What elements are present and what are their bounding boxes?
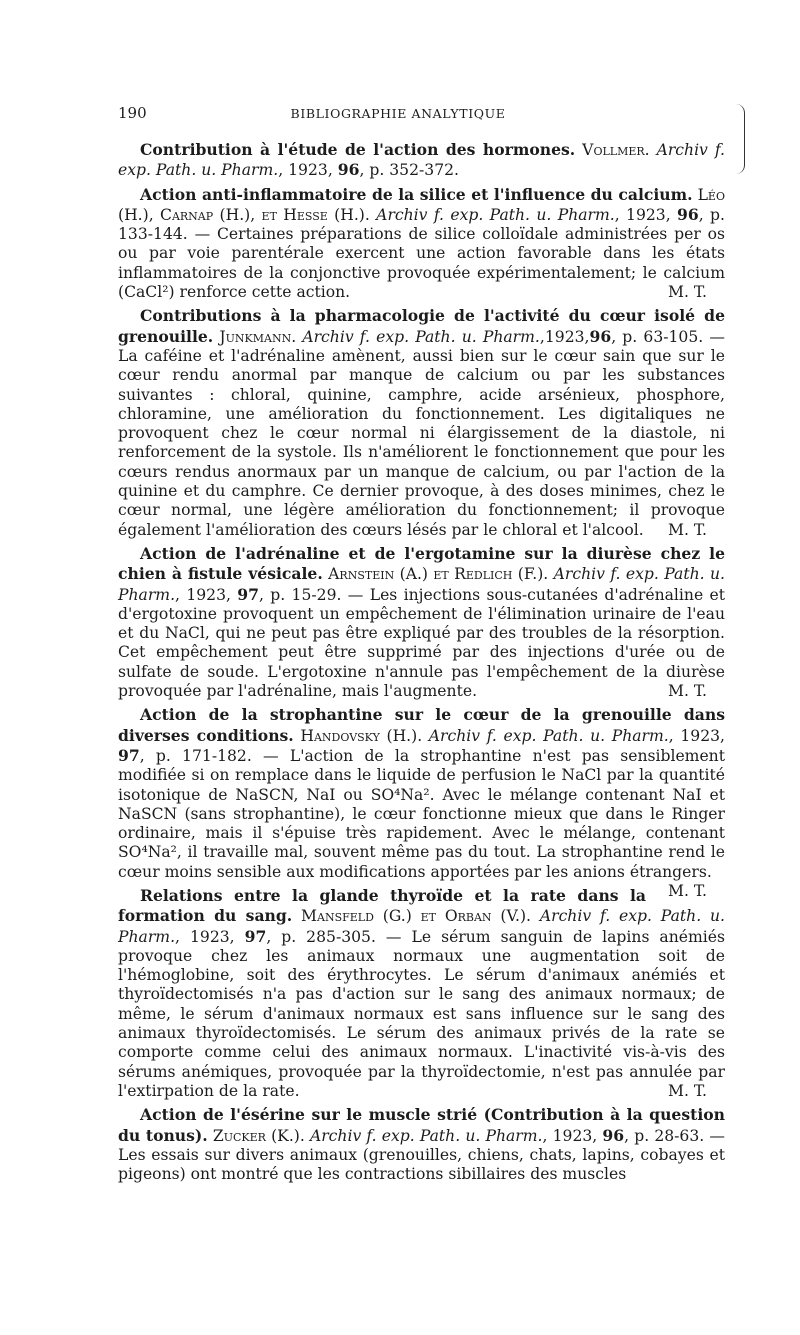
entry-volume: 97: [118, 745, 140, 765]
entry-abstract: — L'action de la strophantine n'est pas sensiblement modifiée si on remplace dans le liquide de perfusion le NaCl par la quantité isotonique de NaSCN, NaI ou SO⁴Na². Avec le mélange contenant NaI et NaSCN (sans strophantine), le cœur fonctionne mieux que dans le Ringer ordinaire, mais il s'épuise très rapidement. Avec le mélange, contenant SO⁴Na², il travaille mal, souvent même pas du tout. La strophantine rend le cœur moins sensible aux modifications apportées par les anions étrangers.: [118, 746, 725, 881]
entry-authors: Handovsky (H.).: [293, 726, 423, 745]
entry-year: , 1923,: [175, 927, 245, 946]
entry-title: Action anti-inflammatoire de la silice et l'influence du calcium.: [140, 184, 693, 204]
entry-pages: , p. 63-105.: [611, 327, 704, 346]
entry-abstract: — Les injections sous-cutanées d'adrénaline et d'ergotoxine provoquent un empêchement de l'élimination urinaire de l'eau et du NaCl, qui ne peut pas être expliqué par des troubles de la résorption. Cet empêchement peut être supprimé par des injections d'urée ou de sulfate de soude. L'ergotoxine n'annule pas l'empêchement de la diurèse provoquée par l'adrénaline, mais l'augmente.: [118, 585, 725, 701]
entry-abstract: — Certaines préparations de silice colloïdale administrées per os ou par voie parentérale exercent une action favorable dans les états inflammatoires de la conjonctive provoquée expérimentalement; le calcium (CaCl²) renforce cette action.: [118, 225, 725, 302]
bibliography-entry: [118, 306, 725, 540]
entry-journal: Archiv f. exp. Path. u. Pharm.: [118, 141, 725, 180]
entry-title: Contributions à la pharmacologie de l'activité du cœur isolé de grenouille.: [118, 306, 725, 346]
bibliography-entry: [118, 544, 725, 701]
entry-title: Contribution à l'étude de l'action des hormones.: [140, 140, 576, 159]
page-header: [118, 104, 678, 124]
margin-bracket-mark: [736, 104, 745, 174]
entry-authors: Vollmer.: [575, 141, 650, 159]
entry-signature: M. T.: [668, 283, 707, 302]
entry-journal: Archiv f. exp. Path. u. Pharm.: [118, 907, 725, 946]
entry-authors: Zucker (K.).: [207, 1126, 305, 1145]
entry-year: , 1923,: [175, 585, 238, 604]
bibliography-entry: [118, 886, 725, 1101]
entry-journal: Archiv f. exp. Path. u. Pharm.: [422, 726, 669, 745]
entry-authors: Mansfeld (G.) et Orban (V.).: [292, 907, 532, 926]
entry-volume: 96: [337, 160, 360, 180]
bibliography-entry: [118, 140, 725, 181]
entry-year: , 1923,: [542, 1126, 603, 1145]
bibliography-list: [118, 140, 725, 1188]
entry-pages: , p. 133-144.: [118, 205, 725, 244]
entry-authors: Junkmann.: [213, 327, 297, 346]
entry-volume: 96: [677, 204, 699, 224]
entry-abstract: — La caféine et l'adrénaline amènent, aussi bien sur le cœur sain que sur le cœur rendu anormal par manque de calcium ou par les substances suivantes : chloral, quinine, camphre, acide arsénieux, phosphore, chloramine, une amélioration du fonctionnement. Les digitaliques ne provoquent chez le cœur normal ni élargissement de la diastole, ni renforcement de la systole. Ils n'améliorent le fonctionnement que pour les cœurs rendus anormaux par un manque de calcium, ou par l'action de la quinine et du camphre. Ce dernier provoque, à des doses minimes, chez le cœur normal, une légère amélioration du fonctionnement; il provoque également l'amélioration des cœurs lésés par le chloral et l'alcool.: [118, 327, 725, 539]
entry-year: , 1923,: [278, 161, 338, 180]
running-head: BIBLIOGRAPHIE ANALYTIQUE: [290, 106, 506, 121]
page-number: 190: [118, 104, 147, 122]
entry-pages: , p. 352-372.: [359, 161, 459, 180]
entry-pages: , p. 15-29.: [259, 585, 342, 604]
bibliography-entry: [118, 705, 725, 900]
bibliography-entry: [118, 1105, 725, 1184]
entry-title: Relations entre la glande thyroïde et la rate dans la formation du sang.: [118, 885, 647, 926]
entry-abstract: — Les essais sur divers animaux (grenouilles, chiens, chats, lapins, cobayes et pigeons) ont montré que les contractions sibillaires des muscles: [118, 1126, 725, 1184]
entry-abstract: — Le sérum sanguin de lapins anémiés provoque chez les animaux normaux une augmentation soit de l'hémoglobine, soit des érythrocytes. Le sérum d'animaux anémiés et thyroïdectomisés n'a pas d'action sur le sang des animaux normaux; de même, le sérum d'animaux normaux est sans influence sur le sang des animaux thyroïdectomisés. Le sérum des animaux privés de la rate se comporte comme celui des animaux normaux. L'inactivité vis-à-vis des sérums anémiques, provoquée par la thyroïdectomie, n'est pas annulée par l'extirpation de la rate.: [118, 927, 726, 1100]
entry-year: , 1923,: [614, 205, 678, 224]
entry-title: Action de l'ésérine sur le muscle strié (Contribution à la question du tonus).: [118, 1105, 725, 1145]
entry-pages: , p. 171-182.: [139, 746, 252, 765]
entry-journal: Archiv f. exp. Path. u. Pharm.: [369, 205, 615, 224]
entry-pages: , p. 28-63.: [624, 1126, 705, 1145]
entry-signature: M. T.: [668, 881, 707, 900]
entry-authors: Arnstein (A.) et Redlich (F.).: [322, 565, 549, 584]
entry-authors: Léo (H.), Carnap (H.), et Hesse (H.).: [118, 185, 725, 224]
entry-signature: M. T.: [668, 520, 707, 539]
entry-volume: 96: [589, 326, 612, 346]
entry-pages: , p. 285-305.: [266, 927, 376, 946]
entry-journal: Archiv f. exp. Path. u. Pharm.: [304, 1126, 543, 1145]
entry-year: , 1923,: [668, 726, 725, 745]
entry-year: ,1923,: [539, 327, 590, 346]
entry-signature: M. T.: [668, 682, 707, 701]
bibliography-entry: [118, 185, 725, 303]
entry-title: Action de l'adrénaline et de l'ergotamine sur la diurèse chez le chien à fistule vésicale.: [118, 543, 725, 584]
entry-journal: Archiv f. exp. Path. u. Pharm.: [296, 327, 540, 346]
entry-title: Action de la strophantine sur le cœur de la grenouille dans diverses conditions.: [118, 705, 725, 745]
entry-journal: Archiv f. exp. Path. u. Pharm.: [118, 565, 726, 604]
entry-volume: 97: [244, 926, 267, 946]
entry-volume: 97: [237, 584, 259, 604]
entry-volume: 96: [602, 1125, 625, 1145]
entry-signature: M. T.: [668, 1081, 707, 1100]
